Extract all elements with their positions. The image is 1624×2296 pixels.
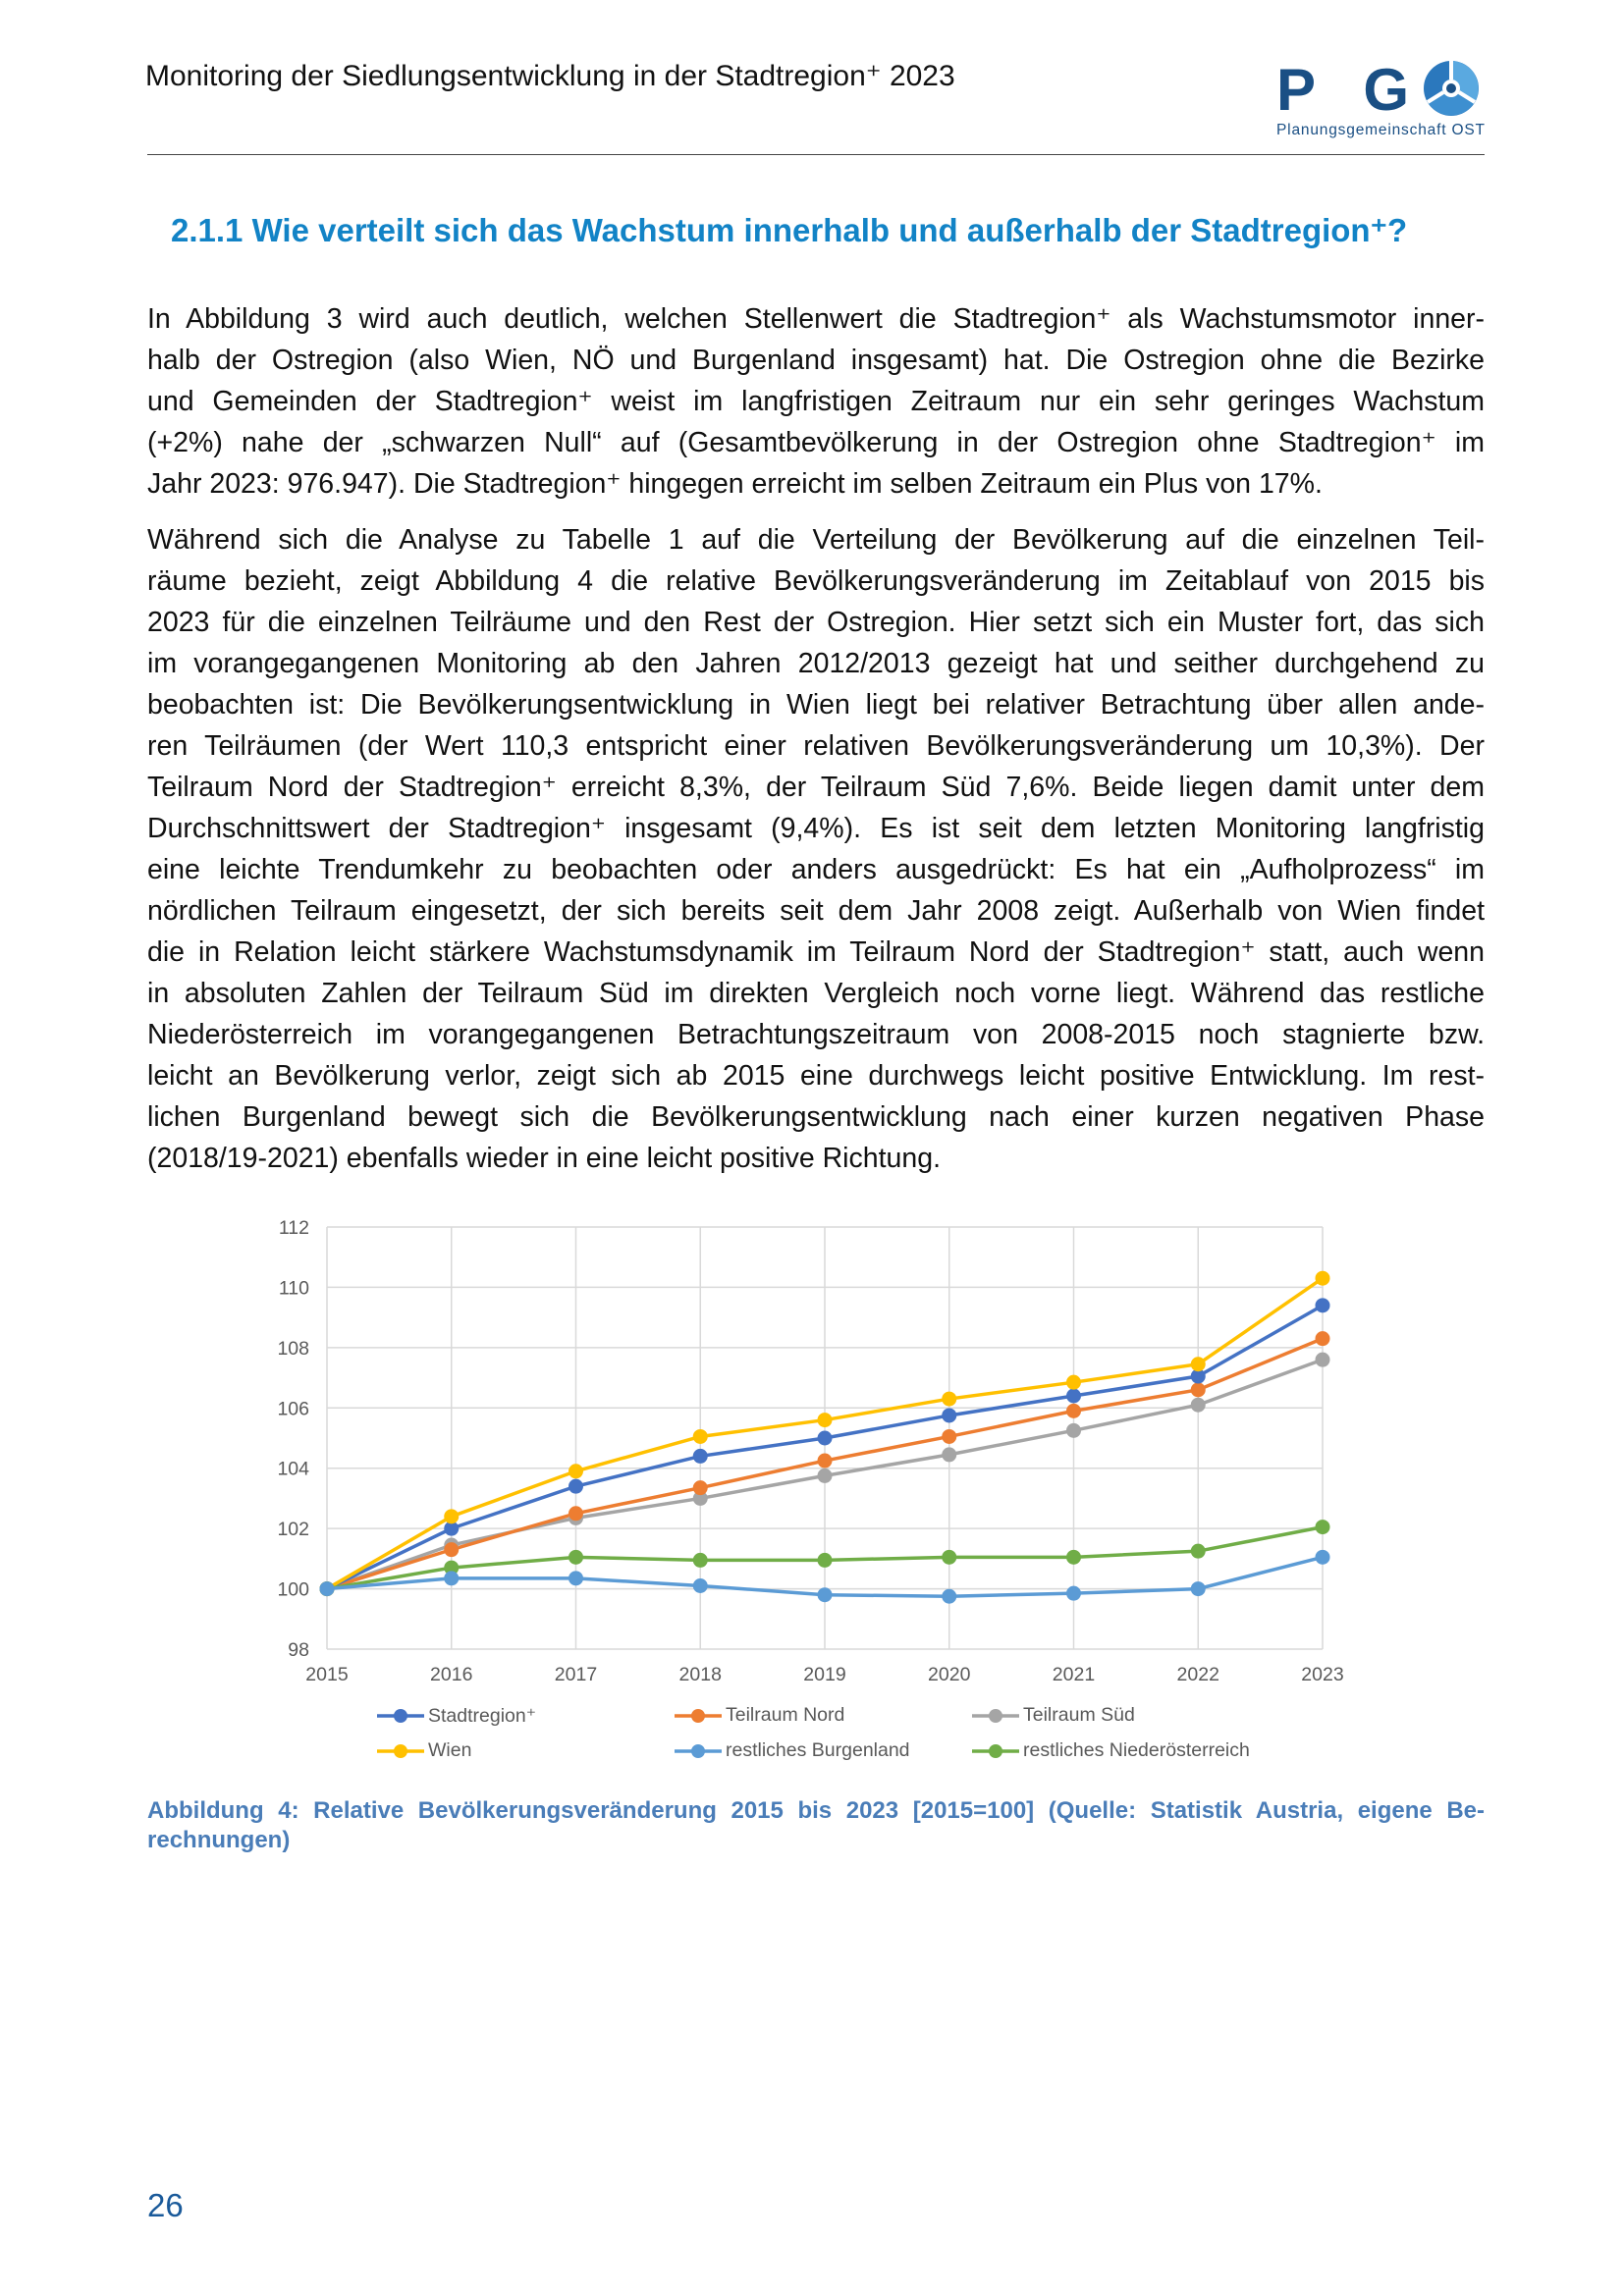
paragraph-2 xyxy=(147,519,1485,1179)
legend-item xyxy=(377,1704,536,1728)
data-point xyxy=(942,1589,956,1604)
running-header-title: Monitoring der Siedlungsentwicklung in der Stadtregion⁺ 2023 xyxy=(145,60,955,92)
line-chart xyxy=(0,1198,1624,1761)
text-line: (+2%) nahe der „schwarzen Null“ auf (Gesamtbevölkerung in der Ostregion ohne Stadtregion⁺ im xyxy=(147,427,1485,458)
text-line: (2018/19-2021) ebenfalls wieder in eine leicht positive Richtung. xyxy=(147,1143,941,1174)
caption-line: rechnungen) xyxy=(147,1827,291,1853)
data-point xyxy=(818,1454,833,1468)
text-line: im vorangegangenen Monitoring ab den Jahren 2012/2013 gezeigt hat und seither durchgehend zu xyxy=(147,648,1485,679)
data-point xyxy=(693,1578,708,1593)
x-tick-label: 2015 xyxy=(305,1664,349,1685)
header-divider xyxy=(147,154,1485,155)
x-tick-label: 2023 xyxy=(1301,1664,1344,1685)
legend-marker-icon xyxy=(377,1743,424,1759)
logo-letters: PG xyxy=(1276,61,1409,123)
data-point xyxy=(568,1506,583,1521)
data-point xyxy=(818,1553,833,1568)
text-line: lichen Burgenland bewegt sich die Bevölkerungsentwicklung nach einer kurzen negativen Phase xyxy=(147,1101,1485,1133)
text-line: eine leichte Trendumkehr zu beobachten oder anders ausgedrückt: Es hat ein „Aufholprozess“ im xyxy=(147,854,1485,885)
text-line: Jahr 2023: 976.947). Die Stadtregion⁺ hingegen erreicht im selben Zeitraum ein Plus von 17%. xyxy=(147,468,1323,500)
caption-line: Abbildung 4: Relative Bevölkerungsveränderung 2015 bis 2023 [2015=100] (Quelle: Statistik Austria, eigene Be- xyxy=(147,1797,1485,1824)
x-tick-label: 2021 xyxy=(1052,1664,1096,1685)
data-point xyxy=(942,1447,956,1462)
data-point xyxy=(818,1587,833,1602)
legend-marker-icon xyxy=(972,1708,1019,1724)
data-point xyxy=(568,1550,583,1565)
legend-marker-icon xyxy=(675,1708,722,1724)
data-point xyxy=(320,1581,335,1596)
legend-marker-icon xyxy=(972,1743,1019,1759)
legend-item xyxy=(675,1704,844,1727)
section-heading: 2.1.1 Wie verteilt sich das Wachstum innerhalb und außerhalb der Stadtregion⁺? xyxy=(171,212,1408,248)
text-line: halb der Ostregion (also Wien, NÖ und Burgenland insgesamt) hat. Die Ostregion ohne die Bezirke xyxy=(147,345,1485,376)
data-point xyxy=(693,1449,708,1464)
y-tick-label: 100 xyxy=(277,1578,309,1601)
data-point xyxy=(818,1431,833,1446)
data-point xyxy=(818,1468,833,1483)
legend-item xyxy=(377,1739,471,1762)
text-line: Niederösterreich im vorangegangenen Betrachtungszeitraum von 2008-2015 noch stagnierte bzw. xyxy=(147,1019,1485,1050)
text-line: die in Relation leicht stärkere Wachstumsdynamik im Teilraum Nord der Stadtregion⁺ statt, auch wenn xyxy=(147,936,1485,968)
data-point xyxy=(1191,1382,1206,1397)
data-point xyxy=(1191,1581,1206,1596)
legend-marker-icon xyxy=(675,1743,722,1759)
legend-label: Teilraum Nord xyxy=(726,1704,845,1726)
data-point xyxy=(444,1509,459,1523)
data-point xyxy=(693,1480,708,1495)
legend-label: Teilraum Süd xyxy=(1023,1704,1135,1726)
data-point xyxy=(444,1571,459,1585)
y-tick-label: 104 xyxy=(277,1458,309,1480)
legend-label: restliches Burgenland xyxy=(726,1739,910,1761)
data-point xyxy=(942,1408,956,1422)
legend-item xyxy=(972,1704,1135,1727)
data-point xyxy=(568,1479,583,1494)
y-tick-label: 110 xyxy=(278,1277,309,1300)
data-point xyxy=(1191,1398,1206,1413)
y-tick-label: 98 xyxy=(288,1639,309,1661)
text-line: 2023 für die einzelnen Teilräume und den Rest der Ostregion. Hier setzt sich ein Muster fort, das sich xyxy=(147,607,1485,638)
data-point xyxy=(1191,1544,1206,1559)
data-point xyxy=(568,1464,583,1478)
data-point xyxy=(942,1550,956,1565)
data-point xyxy=(1066,1550,1081,1565)
data-point xyxy=(1316,1550,1330,1565)
data-point xyxy=(1066,1375,1081,1390)
y-tick-label: 112 xyxy=(278,1217,309,1239)
text-line: nördlichen Teilraum eingesetzt, der sich bereits seit dem Jahr 2008 zeigt. Außerhalb von Wien findet xyxy=(147,895,1485,927)
text-line: Während sich die Analyse zu Tabelle 1 auf die Verteilung der Bevölkerung auf die einzelnen Teil- xyxy=(147,524,1485,556)
data-point xyxy=(1316,1353,1330,1367)
x-tick-label: 2022 xyxy=(1176,1664,1219,1685)
text-line: räume bezieht, zeigt Abbildung 4 die relative Bevölkerungsveränderung im Zeitablauf von 2015 bis xyxy=(147,565,1485,597)
data-point xyxy=(693,1553,708,1568)
x-tick-label: 2018 xyxy=(678,1664,722,1685)
pgo-logo xyxy=(1276,61,1488,139)
data-point xyxy=(1191,1357,1206,1371)
data-point xyxy=(444,1542,459,1557)
legend-item xyxy=(972,1739,1250,1762)
y-tick-label: 108 xyxy=(277,1337,309,1360)
legend-marker-icon xyxy=(377,1708,424,1724)
text-line: leicht an Bevölkerung verlor, zeigt sich ab 2015 eine durchwegs leicht positive Entwicklung. Im rest- xyxy=(147,1060,1485,1092)
data-point xyxy=(1066,1404,1081,1418)
text-line: Teilraum Nord der Stadtregion⁺ erreicht 8,3%, der Teilraum Süd 7,6%. Beide liegen damit unter dem xyxy=(147,772,1485,803)
data-point xyxy=(1066,1423,1081,1438)
data-point xyxy=(818,1413,833,1427)
x-tick-label: 2019 xyxy=(803,1664,846,1685)
text-line: Durchschnittswert der Stadtregion⁺ insgesamt (9,4%). Es ist seit dem letzten Monitoring langfristig xyxy=(147,813,1485,844)
data-point xyxy=(1066,1586,1081,1601)
text-line: ren Teilräumen (der Wert 110,3 entspricht einer relativen Bevölkerungsveränderung um 10,3%). Der xyxy=(147,730,1485,762)
y-tick-label: 106 xyxy=(277,1398,309,1420)
chart-svg xyxy=(0,1198,1624,1708)
data-point xyxy=(1066,1389,1081,1404)
text-line: beobachten ist: Die Bevölkerungsentwicklung in Wien liegt bei relativer Betrachtung über allen ande- xyxy=(147,689,1485,721)
page-number: 26 xyxy=(147,2187,184,2223)
legend-label: Stadtregion⁺ xyxy=(428,1705,537,1727)
legend-label: restliches Niederösterreich xyxy=(1023,1739,1250,1761)
data-point xyxy=(942,1429,956,1444)
x-tick-label: 2017 xyxy=(554,1664,598,1685)
text-line: in absoluten Zahlen der Teilraum Süd im direkten Vergleich noch vorne liegt. Während das restliche xyxy=(147,978,1485,1009)
legend-item xyxy=(675,1739,910,1762)
data-point xyxy=(1316,1271,1330,1286)
x-tick-label: 2016 xyxy=(430,1664,473,1685)
y-tick-label: 102 xyxy=(277,1519,309,1541)
text-line: In Abbildung 3 wird auch deutlich, welchen Stellenwert die Stadtregion⁺ als Wachstumsmotor inner- xyxy=(147,303,1485,335)
data-point xyxy=(1316,1298,1330,1312)
data-point xyxy=(568,1571,583,1585)
figure-caption xyxy=(147,1796,1485,1855)
data-point xyxy=(1316,1331,1330,1346)
text-line: und Gemeinden der Stadtregion⁺ weist im langfristigen Zeitraum nur ein sehr geringes Wachstum xyxy=(147,386,1485,417)
logo-subtitle: Planungsgemeinschaft OST xyxy=(1276,122,1485,138)
x-tick-label: 2020 xyxy=(928,1664,971,1685)
legend-label: Wien xyxy=(428,1739,472,1761)
paragraph-1 xyxy=(147,298,1485,505)
data-point xyxy=(1316,1520,1330,1534)
data-point xyxy=(693,1429,708,1444)
data-point xyxy=(942,1392,956,1407)
